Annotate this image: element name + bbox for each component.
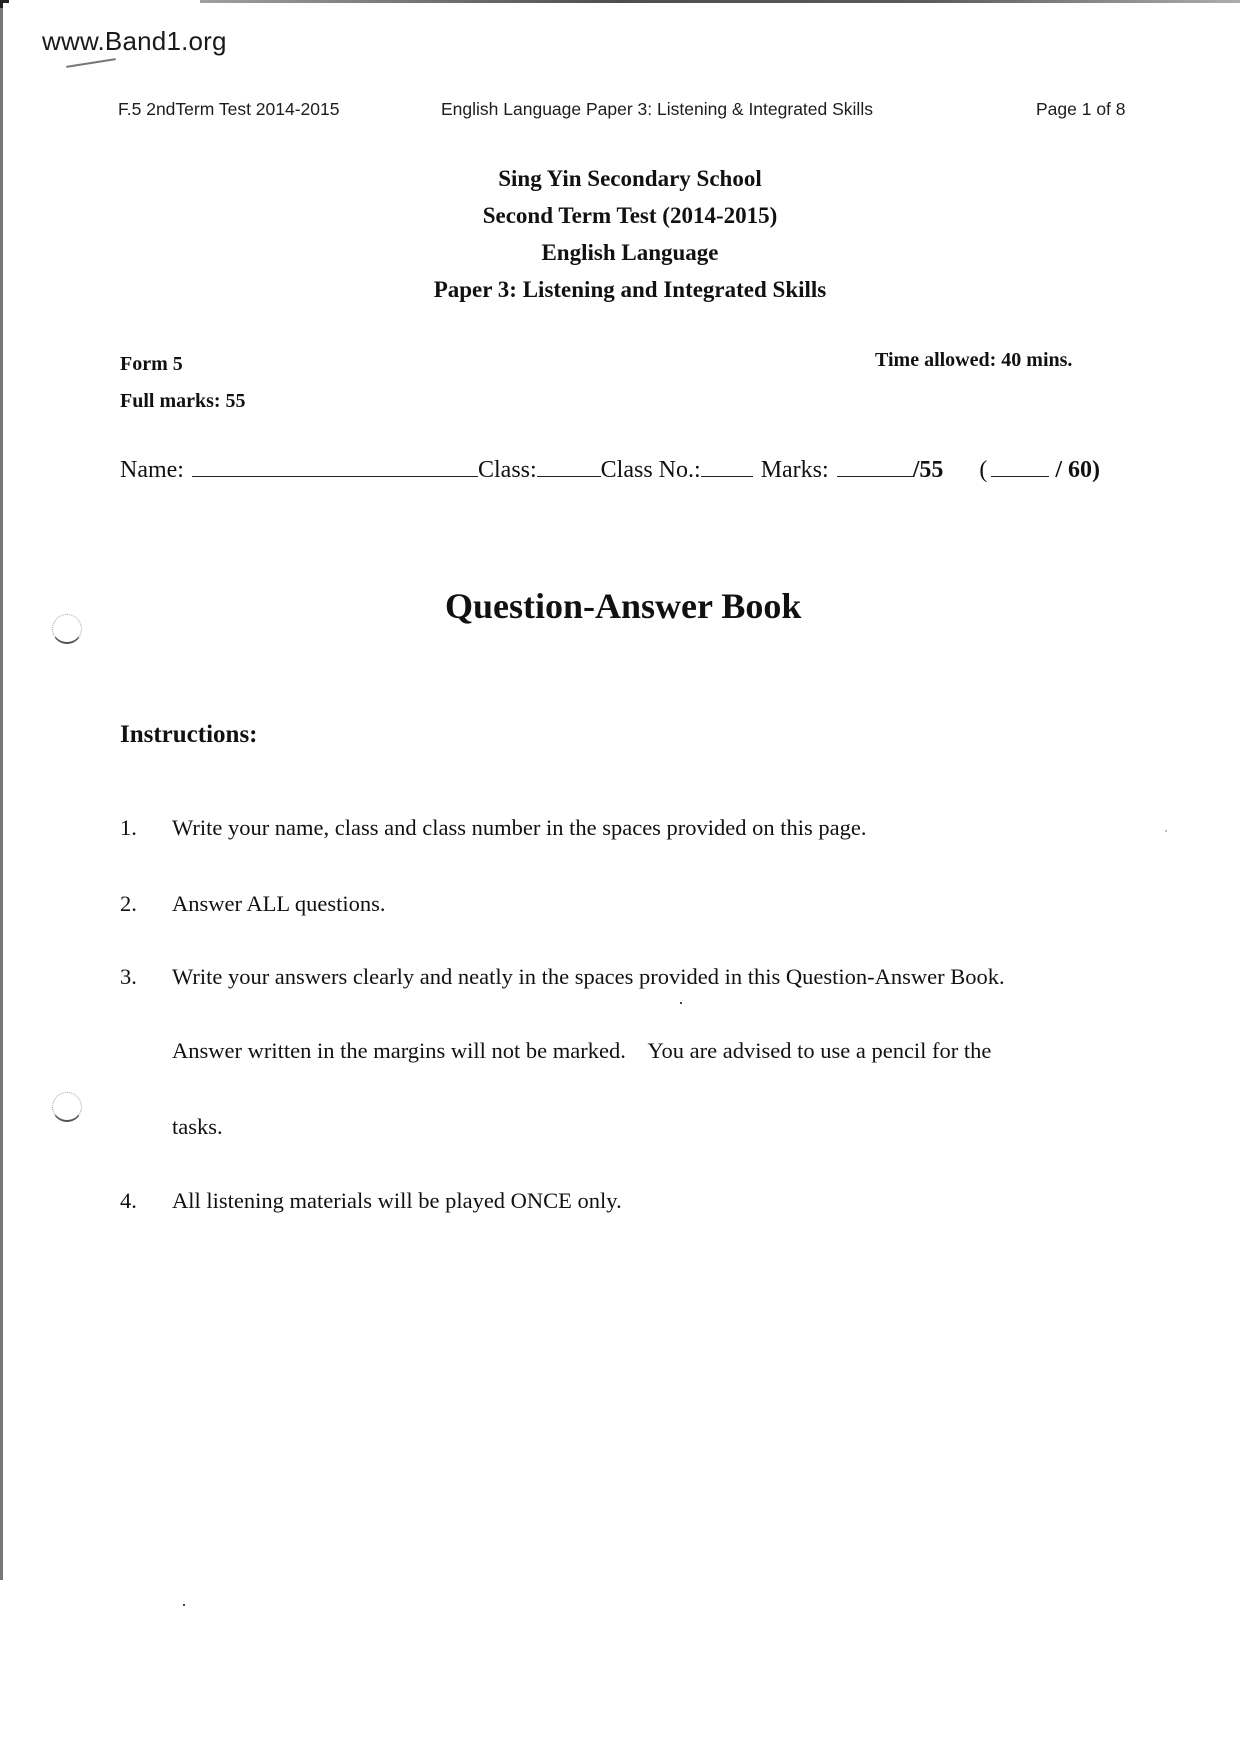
marks-total: /55 (912, 457, 944, 483)
instruction-number: 4. (120, 1188, 137, 1213)
alt-marks-blank[interactable] (991, 456, 1049, 477)
class-no-blank[interactable] (701, 456, 753, 477)
running-header-center: English Language Paper 3: Listening & Integrated Skills (441, 99, 873, 119)
instruction-item (120, 964, 1005, 990)
page-number: Page 1 of 8 (1036, 99, 1126, 119)
instruction-text: Write your name, class and class number in the spaces provided on this page. (172, 815, 867, 840)
instruction-text: Answer ALL questions. (172, 891, 386, 916)
scan-corner-mark (0, 0, 9, 8)
name-blank[interactable] (192, 456, 478, 477)
instructions-heading: Instructions: (120, 721, 258, 748)
test-name: Second Term Test (2014-2015) (482, 203, 778, 228)
form-level: Form 5 (120, 353, 183, 375)
class-no-label: Class No.: (600, 457, 701, 483)
class-label: Class: (477, 457, 537, 483)
marks-label: Marks: (760, 457, 829, 483)
instruction-number: 3. (120, 964, 137, 989)
scan-speck (680, 1002, 682, 1004)
instruction-text: All listening materials will be played ONCE only. (172, 1188, 622, 1213)
full-marks: Full marks: 55 (120, 390, 246, 412)
school-name: Sing Yin Secondary School (498, 166, 762, 191)
instruction-text: Write your answers clearly and neatly in the spaces provided in this Question-Answer Book. (172, 964, 1005, 989)
scan-speck (183, 1604, 185, 1606)
running-header-left: F.5 2ndTerm Test 2014-2015 (118, 99, 340, 119)
alt-marks-open-paren: ( (979, 457, 988, 483)
instruction-continuation: Answer written in the margins will not be marked. You are advised to use a pencil for the (172, 1038, 992, 1063)
instruction-item (120, 1188, 622, 1214)
scan-speck (1165, 830, 1167, 832)
instruction-item (120, 891, 386, 917)
instruction-continuation: tasks. (172, 1114, 223, 1139)
instruction-number: 1. (120, 815, 137, 840)
pen-scribble-mark (66, 58, 116, 68)
punch-hole-mark (52, 614, 82, 644)
class-blank[interactable] (537, 456, 601, 477)
watermark: www.Band1.org (42, 26, 227, 56)
alt-marks-total: / 60) (1055, 457, 1101, 483)
instruction-number: 2. (120, 891, 137, 916)
name-label: Name: (120, 457, 184, 483)
title-block (0, 160, 1240, 308)
subject-name: English Language (541, 240, 719, 265)
marks-blank[interactable] (837, 456, 913, 477)
instruction-item (120, 815, 867, 841)
scan-edge-top (200, 0, 1240, 3)
student-info-row (120, 456, 1100, 484)
paper-name: Paper 3: Listening and Integrated Skills (433, 277, 827, 302)
punch-hole-mark (52, 1092, 82, 1122)
book-title: Question-Answer Book (445, 586, 802, 626)
time-allowed: Time allowed: 40 mins. (875, 349, 1073, 371)
